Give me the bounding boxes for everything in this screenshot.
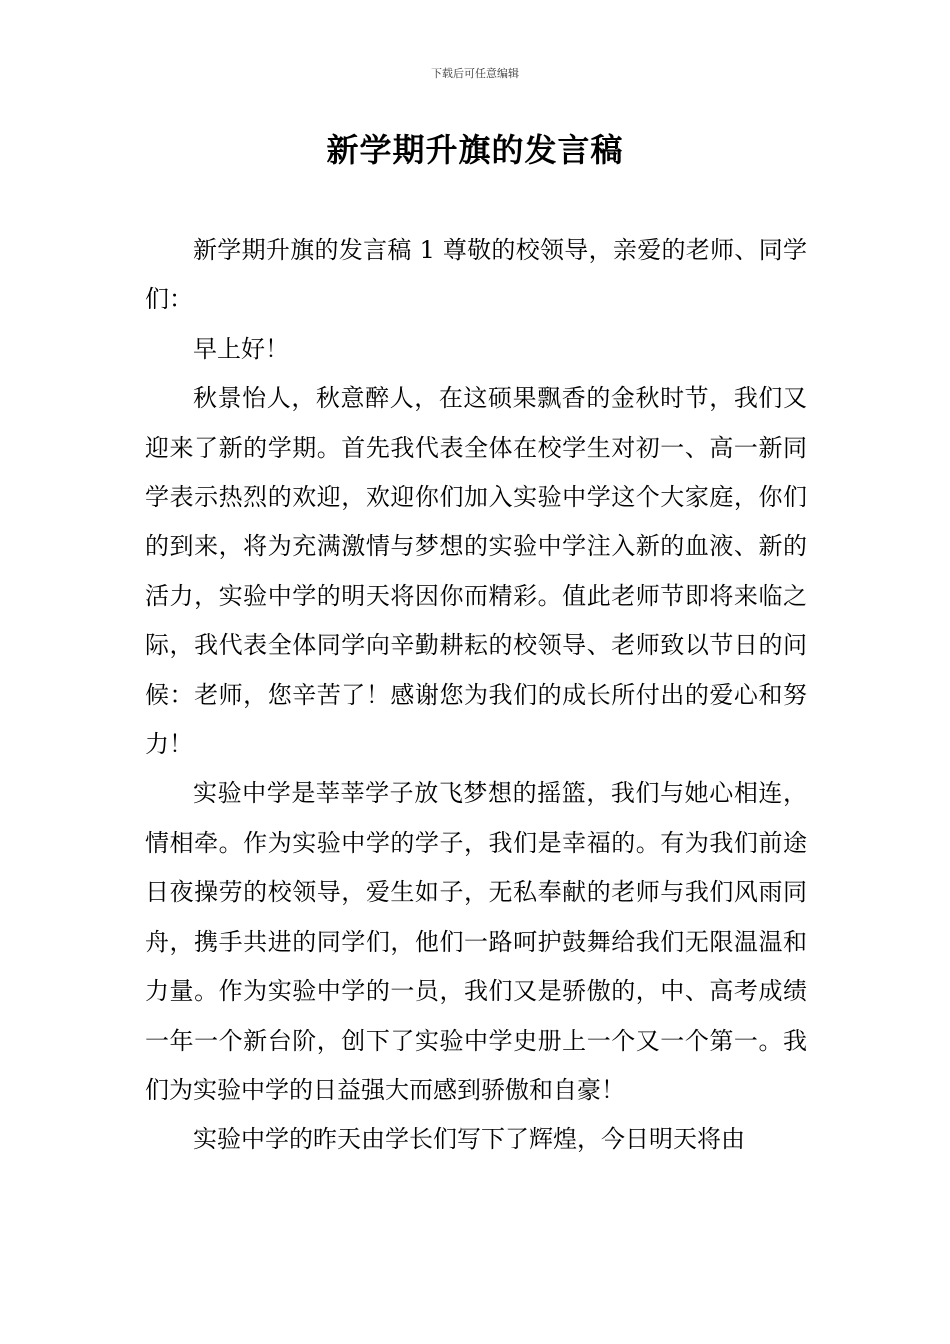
paragraph-5: 实验中学的昨天由学长们写下了辉煌，今日明天将由 (193, 1125, 745, 1154)
paragraph-2: 早上好！ (193, 334, 289, 363)
paragraph-1: 新学期升旗的发言稿 1 尊敬的校领导，亲爱的老师、同学们： (145, 236, 807, 314)
header-note: 下载后可任意编辑 (431, 67, 519, 80)
paragraph-3: 秋景怡人，秋意醉人，在这硕果飘香的金秋时节，我们又迎来了新的学期。首先我代表全体在校学生对初一、高一新同学表示热烈的欢迎，欢迎你们加入实验中学这个大家庭，你们的到来，将为充满激情与梦想的实验中学注入新的血液、新的活力，实验中学的明天将因你而精彩。值此老师节即将来临之际，我代表全体同学向辛勤耕耘的校领导、老师致以节日的问候：老师，您辛苦了！感谢您为我们的成长所付出的爱心和努力！ (145, 384, 807, 759)
document-body (145, 226, 807, 1165)
paragraph-4: 实验中学是莘莘学子放飞梦想的摇篮，我们与她心相连，情相牵。作为实验中学的学子，我们是幸福的。有为我们前途日夜操劳的校领导，爱生如子，无私奉献的老师与我们风雨同舟，携手共进的同学们，他们一路呵护鼓舞给我们无限温温和力量。作为实验中学的一员，我们又是骄傲的，中、高考成绩一年一个新台阶，创下了实验中学史册上一个又一个第一。我们为实验中学的日益强大而感到骄傲和自豪！ (145, 779, 807, 1104)
page-title: 新学期升旗的发言稿 (326, 131, 624, 169)
